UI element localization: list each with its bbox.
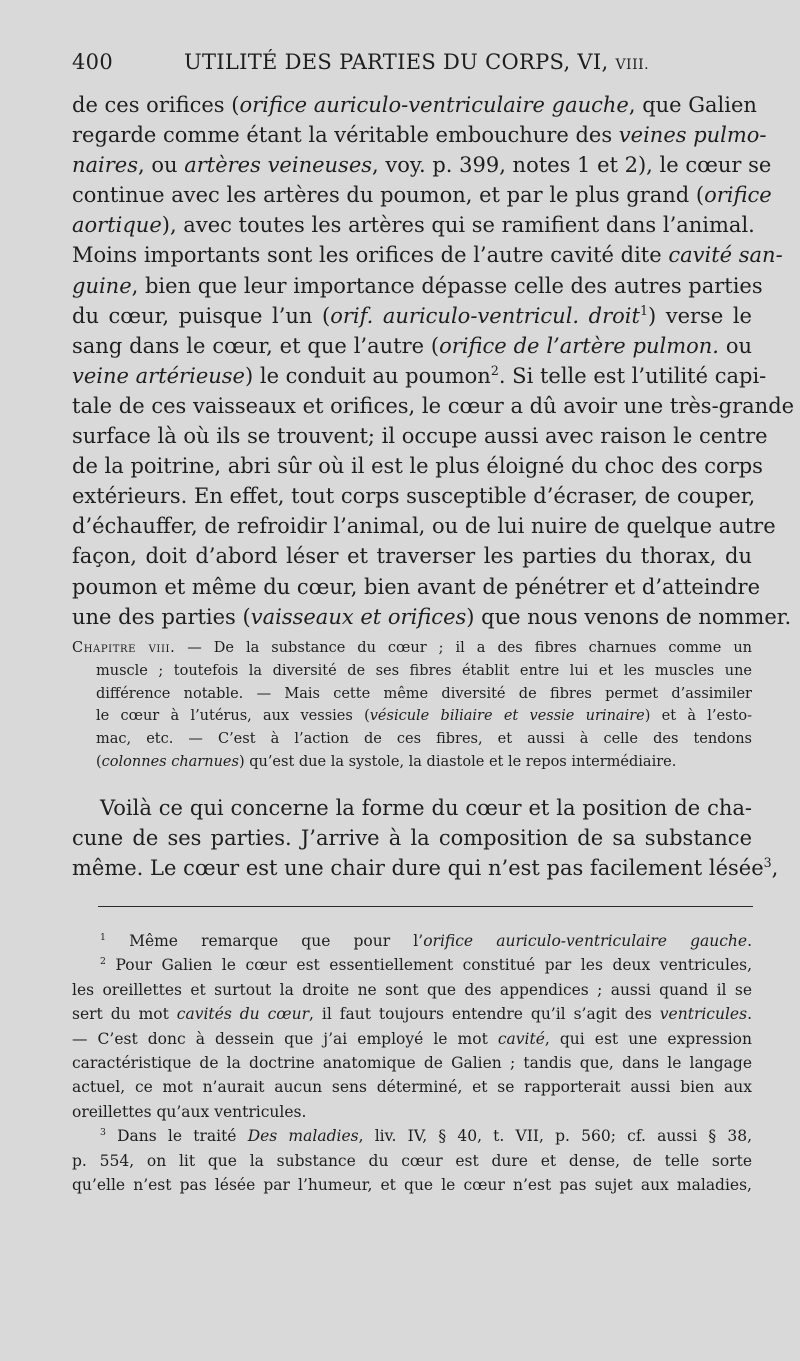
- summary-line-text: — De la substance du cœur ; il a des fibres charnues comme un: [175, 640, 752, 656]
- text-line: veine artérieuse) le conduit au poumon$^2$. Si telle est l’utilité capi-: [72, 362, 767, 388]
- running-title: [184, 50, 649, 74]
- text-line: guine, bien que leur importance dépasse celle des autres parties: [72, 273, 763, 298]
- main-paragraph: [72, 90, 795, 632]
- text-line: aortique), avec toutes les artères qui se ramifient dans l’animal.: [72, 213, 755, 238]
- text-line: extérieurs. En effet, tout corps susceptible d’écraser, de couper,: [72, 484, 756, 509]
- footnote-line: p. 554, on lit que la substance du cœur est dure et dense, de telle sorte: [72, 1151, 752, 1170]
- footnote-line: $^3$ Dans le traité Des maladies, liv. IV, § 40, t. VII, p. 560; cf. aussi § 38,: [100, 1126, 753, 1146]
- text-line: surface là où ils se trouvent; il occupe aussi avec raison le centre: [72, 424, 768, 449]
- text-line: une des parties (vaisseaux et orifices) que nous venons de nommer.: [72, 604, 792, 629]
- text-line: sang dans le cœur, et que l’autre (orifice de l’artère pulmon. ou: [72, 333, 753, 358]
- footnote-line: sert du mot cavités du cœur, il faut toujours entendre qu’il s’agit des ventricules.: [72, 1005, 752, 1024]
- text-line: tale de ces vaisseaux et orifices, le cœur a dû avoir une très-grande: [72, 393, 795, 418]
- text-line: continue avec les artères du poumon, et par le plus grand (orifice: [72, 183, 772, 208]
- text-line: de ces orifices (orifice auriculo-ventriculaire gauche, que Galien: [72, 93, 757, 117]
- summary-line: mac, etc. — C’est à l’action de ces fibres, et aussi à celle des tendons: [96, 731, 752, 748]
- text-line: de la poitrine, abri sûr où il est le plus éloigné du choc des corps: [72, 454, 763, 479]
- summary-line: le cœur à l’utérus, aux vessies (vésicule biliaire et vessie urinaire) et à l’esto-: [96, 708, 753, 725]
- text-line: regarde comme étant la véritable embouchure des veines pulmo-: [72, 123, 767, 148]
- footnote-line: caractéristique de la doctrine anatomique de Galien ; tandis que, dans le langage: [72, 1053, 752, 1072]
- text-line: du cœur, puisque l’un (orif. auriculo-ventricul. droit$^1$) verse le: [72, 302, 752, 328]
- text-line: façon, doit d’abord léser et traverser les parties du thorax, du: [72, 544, 752, 569]
- summary-line: [72, 637, 752, 660]
- chapter-body: [72, 793, 779, 884]
- footnote-line: $^1$ Même remarque que pour l’orifice auriculo-ventriculaire gauche.: [100, 931, 752, 950]
- summary-line: (colonnes charnues) qu’est due la systole, la diastole et le repos intermédiaire.: [96, 753, 677, 770]
- footnote-line: $^2$ Pour Galien le cœur est essentiellement constitué par les deux ventricules,: [100, 956, 752, 975]
- footnote-line: actuel, ce mot n’aurait aucun sens déterminé, et se rapporterait aussi bien aux: [72, 1078, 752, 1097]
- footnotes: [72, 929, 752, 1197]
- summary-line: différence notable. — Mais cette même diversité de fibres permet d’assimiler: [96, 685, 752, 702]
- text-line: Moins importants sont les orifices de l’autre cavité dite cavité san-: [72, 243, 783, 268]
- chapter-label: Chapitre viii.: [72, 640, 176, 656]
- footnote-line: les oreillettes et surtout la droite ne sont que des appendices ; aussi quand il se: [72, 980, 752, 999]
- footnote-line: qu’elle n’est pas lésée par l’humeur, et que le cœur n’est pas sujet aux maladies,: [72, 1175, 752, 1194]
- running-header: [72, 50, 752, 84]
- text-line: naires, ou artères veineuses, voy. p. 399, notes 1 et 2), le cœur se: [72, 153, 772, 178]
- text-line: poumon et même du cœur, bien avant de pénétrer et d’atteindre: [72, 574, 760, 599]
- text-line: d’échauffer, de refroidir l’animal, ou de lui nuire de quelque autre: [72, 514, 776, 539]
- page-number: 400: [72, 50, 113, 74]
- footnote-line: — C’est donc à dessein que j’ai employé le mot cavité, qui est une expression: [72, 1029, 752, 1048]
- text-line: cune de ses parties. J’arrive à la composition de sa substance: [72, 826, 752, 851]
- summary-line: muscle ; toutefois la diversité de ses fibres établit entre lui et les muscles une: [96, 662, 752, 679]
- text-line: Voilà ce qui concerne la forme du cœur et la position de cha-: [100, 796, 752, 820]
- footnote-line: oreillettes qu’aux ventricules.: [72, 1102, 307, 1121]
- footnote-divider: [98, 906, 753, 907]
- text-line: même. Le cœur est une chair dure qui n’est pas facilement lésée$^3$,: [72, 855, 779, 881]
- running-title-text: UTILITÉ DES PARTIES DU CORPS, VI,: [184, 50, 609, 74]
- chapter-summary: [72, 637, 753, 774]
- chapter-reference: VIII.: [615, 57, 650, 73]
